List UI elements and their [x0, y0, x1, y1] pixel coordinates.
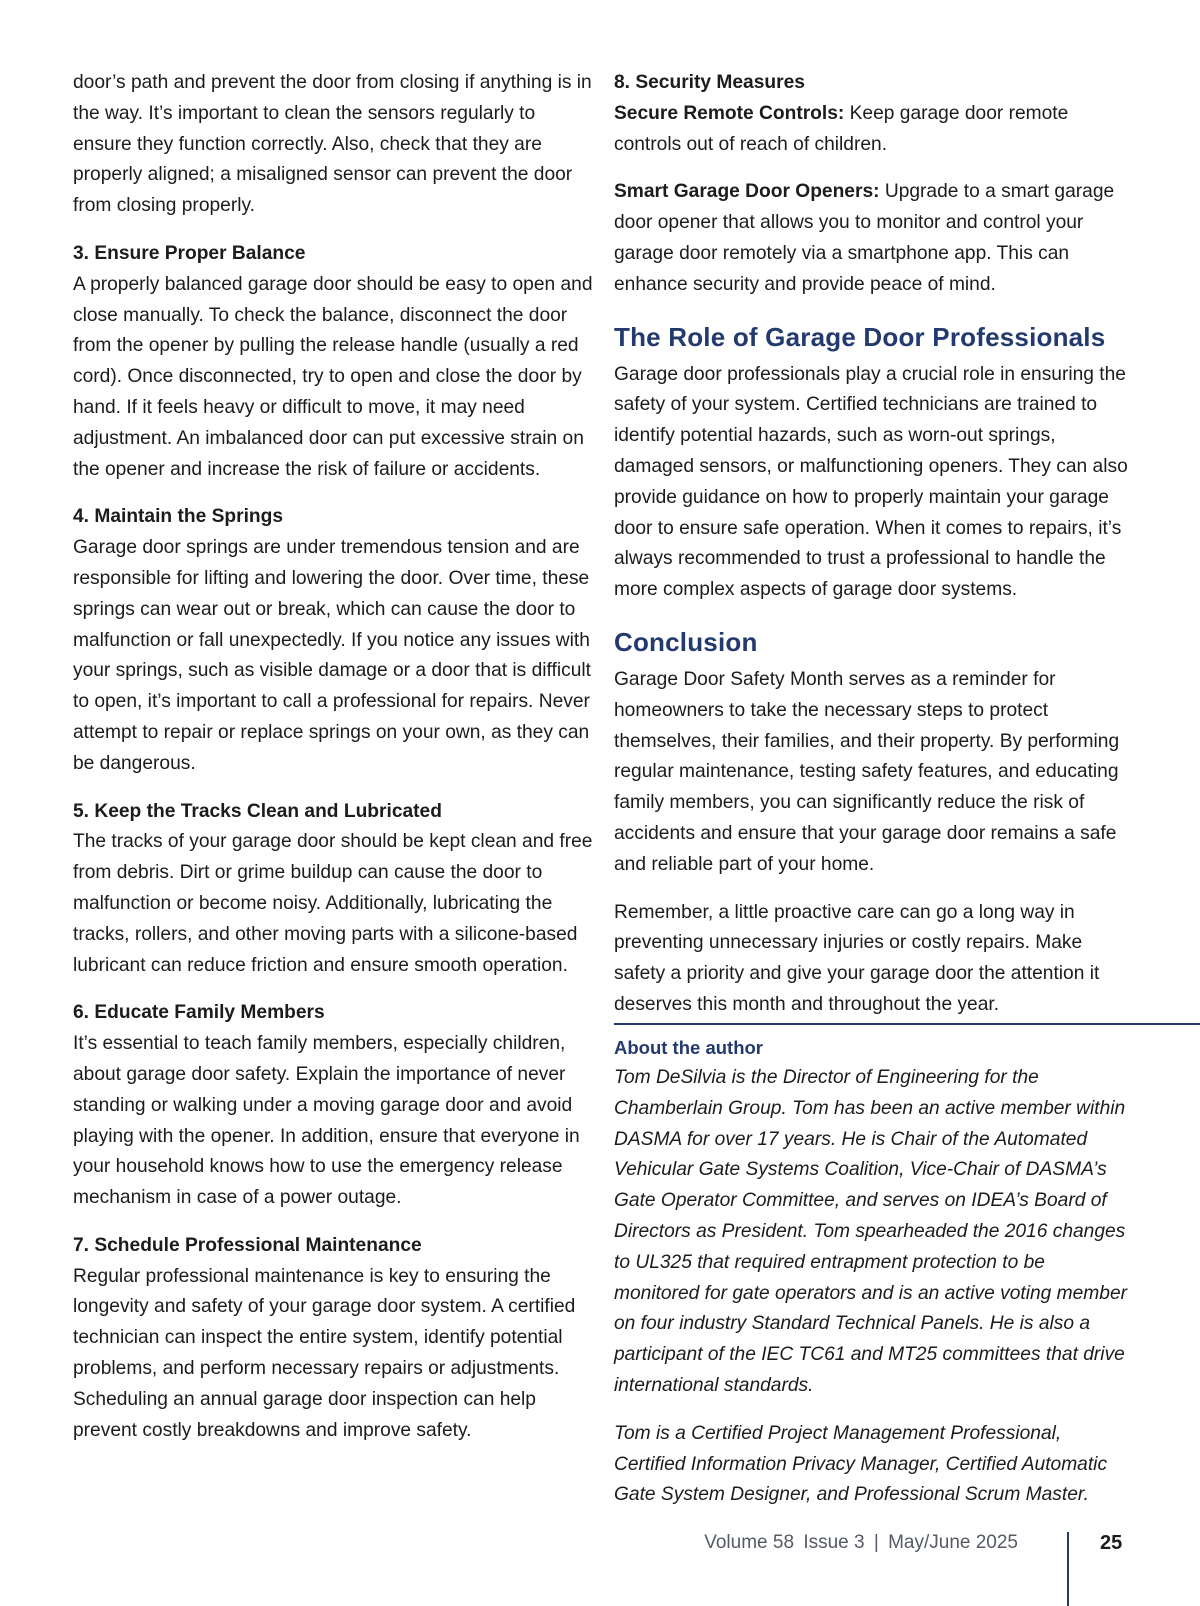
- section-security-measures: [614, 68, 1134, 301]
- section-ensure-proper-balance: [73, 239, 593, 485]
- left-column: [73, 68, 593, 1463]
- security-item-text: Keep garage door remote controls out of reach of children.: [614, 102, 1069, 155]
- section-professional-maintenance: [73, 1231, 593, 1447]
- professionals-heading: The Role of Garage Door Professionals: [614, 321, 1106, 352]
- author-box: [614, 1033, 1134, 1511]
- page-number: 25: [1100, 1532, 1123, 1554]
- right-column: [614, 68, 1134, 1021]
- section-body: It’s essential to teach family members, especially children, about garage door safety. Explain the importance of never standing or walking under a moving garage door and avoid playing with the opener. In addition, ensure that everyone in your household knows how to use the emergency release mechanism in case of a power outage.: [73, 1033, 580, 1209]
- footer-separator: |: [873, 1532, 879, 1553]
- section-body: Garage door professionals play a crucial role in ensuring the safety of your system. Certified technicians are trained to identify potential hazards, such as worn-out springs, damaged sensors, or malfunctioning openers. They can also provide guidance on how to properly maintain your garage door to ensure safe operation. When it comes to repairs, it’s always recommended to trust a professional to handle the more complex aspects of garage door systems.: [614, 363, 1128, 601]
- conclusion-paragraph: Remember, a little proactive care can go a long way in preventing unnecessary injuries or costly repairs. Make safety a priority and give your garage door the attention it deserves this month and throughout the year.: [614, 901, 1100, 1015]
- section-maintain-springs: [73, 502, 593, 779]
- section-body: Regular professional maintenance is key to ensuring the longevity and safety of your garage door system. A certified technician can inspect the entire system, identify potential problems, and perform necessary repairs or adjustments. Scheduling an annual garage door inspection can help prevent costly breakdowns and improve safety.: [73, 1265, 576, 1441]
- issue-label: Issue 3: [803, 1532, 865, 1553]
- section-heading: 6. Educate Family Members: [73, 1002, 325, 1024]
- conclusion-heading: Conclusion: [614, 626, 758, 657]
- section-professionals: [614, 360, 1134, 606]
- security-item-lead: Secure Remote Controls:: [614, 102, 845, 124]
- section-educate-family: [73, 998, 593, 1214]
- conclusion-paragraph: Garage Door Safety Month serves as a reminder for homeowners to take the necessary steps to protect themselves, their families, and their property. By performing regular maintenance, testing safety features, and educating family members, you can significantly reduce the risk of accidents and ensure that your garage door remains a safe and reliable part of your home.: [614, 668, 1120, 875]
- section-heading: 8. Security Measures: [614, 72, 805, 93]
- section-heading: 5. Keep the Tracks Clean and Lubricated: [73, 800, 442, 822]
- volume-label: Volume 58: [704, 1532, 795, 1553]
- section-body: Garage door springs are under tremendous tension and are responsible for lifting and lowering the door. Over time, these springs can wear out or break, which can cause the door to malfunction or fall unexpectedly. If you notice any issues with your springs, such as visible damage or a door that is difficult to open, it’s important to call a professional for repairs. Never attempt to repair or replace springs on your own, as they can be dangerous.: [73, 537, 591, 774]
- section-heading: 3. Ensure Proper Balance: [73, 242, 306, 264]
- author-divider: [614, 1023, 1200, 1025]
- section-conclusion: [614, 665, 1134, 1021]
- intro-paragraph: door’s path and prevent the door from closing if anything is in the way. It’s important to clean the sensors regularly to ensure they function correctly. Also, check that they are properly aligned; a misaligned sensor can prevent the door from closing properly.: [73, 72, 592, 217]
- section-body: A properly balanced garage door should be easy to open and close manually. To check the balance, disconnect the door from the opener by pulling the release handle (usually a red cord). Once disconnected, try to open and close the door by hand. If it feels heavy or difficult to move, it may need adjustment. An imbalanced door can put excessive strain on the opener and increase the risk of failure or accidents.: [73, 273, 593, 480]
- issue-date: May/June 2025: [888, 1532, 1018, 1553]
- author-bio-paragraph: Tom is a Certified Project Management Professional, Certified Information Privacy Manager, Certified Automatic Gate System Designer, and Professional Scrum Master.: [614, 1422, 1108, 1506]
- issue-info: [702, 1528, 1020, 1558]
- author-bio-paragraph: Tom DeSilvia is the Director of Engineering for the Chamberlain Group. Tom has been an active member within DASMA for over 17 years. He is Chair of the Automated Vehicular Gate Systems Coalition, Vice-Chair of DASMA’s Gate Operator Committee, and serves on IDEA’s Board of Directors as President. Tom spearheaded the 2016 changes to UL325 that required entrapment protection to be monitored for gate operators and is an active voting member on four industry Standard Technical Panels. He is also a participant of the IEC TC61 and MT25 committees that drive international standards.: [614, 1067, 1128, 1396]
- page-footer: [0, 1524, 1200, 1606]
- footer-rule: [1067, 1532, 1069, 1606]
- section-heading: 7. Schedule Professional Maintenance: [73, 1234, 422, 1256]
- section-body: The tracks of your garage door should be kept clean and free from debris. Dirt or grime buildup can cause the door to malfunction or become noisy. Additionally, lubricating the tracks, rollers, and other moving parts with a silicone-based lubricant can reduce friction and ensure smooth operation.: [73, 831, 593, 976]
- security-item-lead: Smart Garage Door Openers:: [614, 181, 880, 203]
- security-item: [614, 99, 1134, 161]
- security-item: [614, 177, 1134, 300]
- section-heading: 4. Maintain the Springs: [73, 506, 284, 528]
- intro-section: [73, 68, 593, 222]
- section-tracks-clean: [73, 797, 593, 982]
- security-item-text: Upgrade to a smart garage door opener that allows you to monitor and control your garage door remotely via a smartphone app. This can enhance security and provide peace of mind.: [614, 181, 1115, 295]
- author-heading: About the author: [614, 1037, 764, 1058]
